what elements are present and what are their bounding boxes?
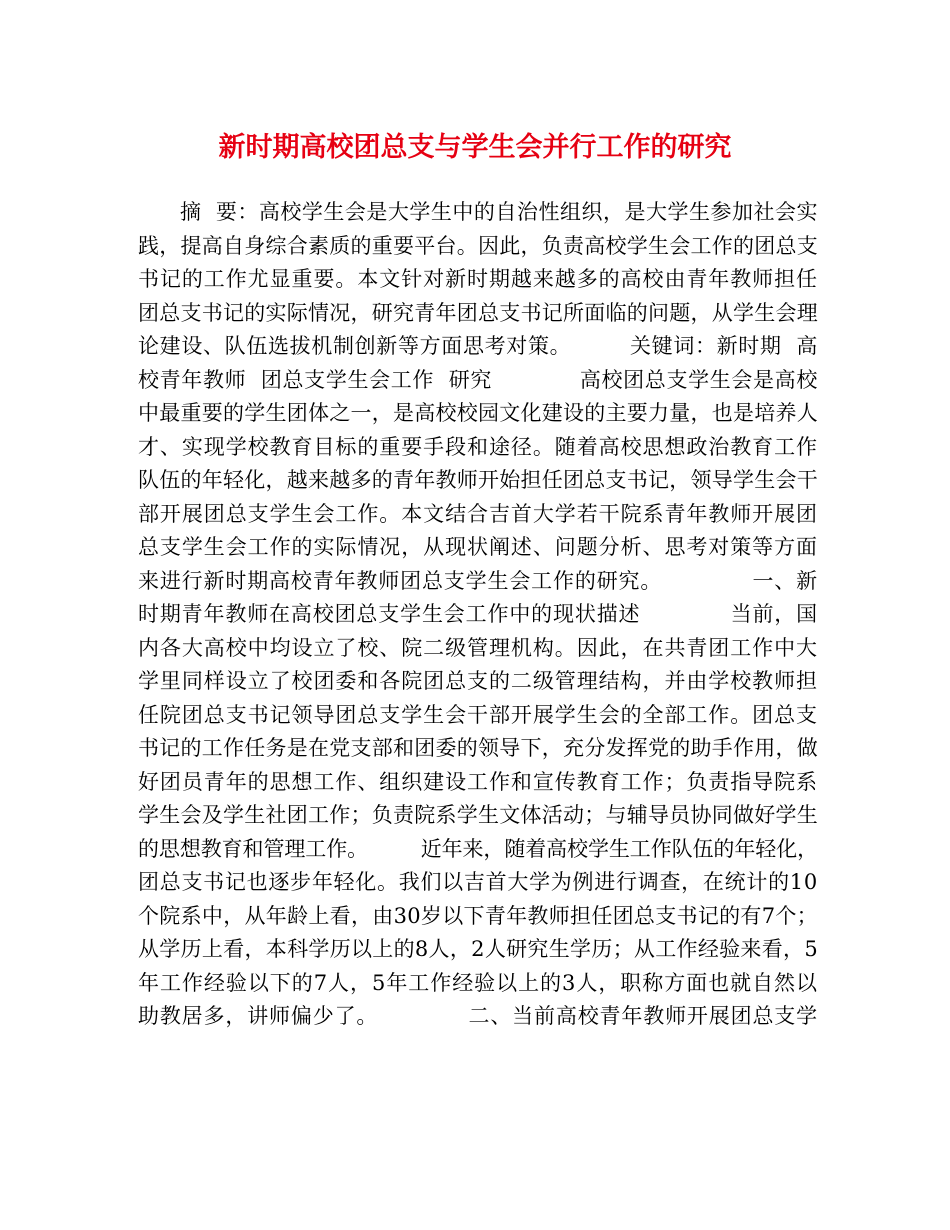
text-line: 任院团总支书记领导团总支学生会干部开展学生会的全部工作。团总支: [138, 702, 818, 727]
text-line: 学生会及学生社团工作；负责院系学生文体活动；与辅导员协同做好学生: [138, 803, 818, 827]
text-line: 助教居多，讲师偏少了。 二、当前高校青年教师开展团总支学: [138, 1004, 818, 1028]
text-line: 学里同样设立了校团委和各院团总支的二级管理结构，并由学校教师担: [138, 669, 818, 693]
text-line: 的思想教育和管理工作。 近年来，随着高校学生工作队伍的年轻化，: [138, 836, 818, 861]
text-line: 团总支书记的实际情况，研究青年团总支书记所面临的问题，从学生会理: [138, 300, 818, 325]
text-line: 书记的工作尤显重要。本文针对新时期越来越多的高校由青年教师担任: [138, 267, 818, 291]
text-line: 中最重要的学生团体之一，是高校校园文化建设的主要力量，也是培养人: [138, 401, 818, 425]
text-line: 时期青年教师在高校团总支学生会工作中的现状描述 当前，国: [138, 602, 818, 626]
text-line: 从学历上看，本科学历以上的8人，2人研究生学历；从工作经验来看，5: [138, 937, 818, 961]
text-line: 才、实现学校教育目标的重要手段和途径。随着高校思想政治教育工作: [138, 434, 818, 459]
document-title: 新时期高校团总支与学生会并行工作的研究: [218, 132, 732, 163]
text-line: 好团员青年的思想工作、组织建设工作和宣传教育工作；负责指导院系: [138, 769, 818, 794]
text-line: 来进行新时期高校青年教师团总支学生会工作的研究。 一、新: [138, 568, 818, 593]
text-line: 内各大高校中均设立了校、院二级管理机构。因此，在共青团工作中大: [138, 635, 818, 660]
text-line: 书记的工作任务是在党支部和团委的领导下，充分发挥党的助手作用，做: [138, 736, 818, 760]
text-line: 摘 要：高校学生会是大学生中的自治性组织，是大学生参加社会实: [180, 200, 818, 224]
text-line: 团总支书记也逐步年轻化。我们以吉首大学为例进行调查，在统计的10: [138, 870, 818, 894]
text-line: 总支学生会工作的实际情况，从现状阐述、问题分析、思考对策等方面: [138, 535, 818, 559]
text-line: 个院系中，从年龄上看，由30岁以下青年教师担任团总支书记的有7个；: [138, 903, 818, 928]
text-line: 年工作经验以下的7人，5年工作经验以上的3人，职称方面也就自然以: [138, 970, 818, 995]
text-line: 队伍的年轻化，越来越多的青年教师开始担任团总支书记，领导学生会干: [138, 468, 818, 492]
text-line: 部开展团总支学生会工作。本文结合吉首大学若干院系青年教师开展团: [138, 501, 818, 526]
text-line: 践，提高自身综合素质的重要平台。因此，负责高校学生会工作的团总支: [138, 233, 818, 258]
text-line: 校青年教师 团总支学生会工作 研究 高校团总支学生会是高校: [138, 367, 818, 392]
text-line: 论建设、队伍选拔机制创新等方面思考对策。 关键词：新时期 高: [138, 334, 818, 358]
body-text: [138, 196, 818, 1034]
